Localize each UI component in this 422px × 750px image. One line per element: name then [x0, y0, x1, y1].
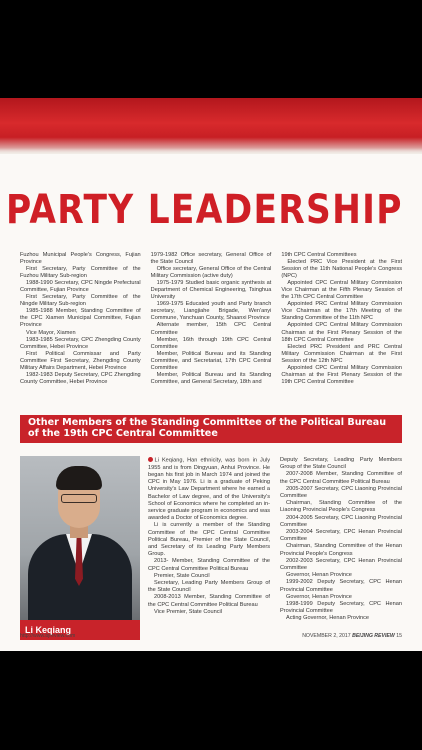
footer-page-number: 15	[396, 633, 402, 639]
page-footer	[20, 631, 402, 641]
paragraph: Member, Political Bureau and its Standing Committee, and General Secretary, 18th and	[150, 371, 272, 385]
paragraph: Chairman, Standing Committee of the Henan Provincial People's Congress	[280, 543, 402, 557]
footer-magazine-name: BEIJING REVIEW	[352, 633, 395, 639]
paragraph: 2013- Member, Standing Committee of the CPC Central Committee Political Bureau	[148, 558, 270, 572]
paragraph: Member, 16th through 19th CPC Central Committee	[150, 336, 272, 350]
paragraph: 1983-1985 Secretary, CPC Zhengding County Committee, Hebei Province	[20, 336, 141, 350]
paragraph: 1969-1975 Educated youth and Party branch secretary, Liangjiahe Brigade, Wen'anyi Commune, Yanchuan County, Shaanxi Province	[150, 301, 272, 322]
paragraph: Secretary, Leading Party Members Group of the State Council	[148, 579, 270, 594]
glasses-shape	[61, 494, 97, 503]
red-bullet-icon	[148, 457, 153, 462]
paragraph: 1999-2002 Deputy Secretary, CPC Henan Provincial Committee	[280, 579, 402, 593]
paragraph: Fuzhou Municipal People's Congress, Fujian Province	[20, 252, 141, 266]
paragraph: Elected PRC Vice President at the First Session of the 11th National People's Congress (NPC)	[281, 259, 403, 280]
paragraph: Acting Governor, Henan Province	[286, 615, 370, 622]
paragraph: 1988-1990 Secretary, CPC Ningde Prefectural Committee, Fujian Province	[20, 280, 141, 294]
footer-right	[302, 631, 402, 641]
paragraph: Governor, Henan Province	[286, 572, 352, 579]
paragraph: 2007-2008 Member, Standing Committee of the CPC Central Committee Political Bureau	[280, 471, 402, 485]
paragraph: 1979-1982 Office secretary, General Office of the State Council	[150, 252, 272, 266]
paragraph: 2008-2013 Member, Standing Committee of the CPC Central Committee Political Bureau	[148, 594, 270, 608]
paragraph: Member, Political Bureau and its Standing Committee, and Secretariat, 17th CPC Central Committee	[150, 350, 272, 371]
portrait-photo	[20, 456, 140, 620]
paragraph: 1998-1999 Deputy Secretary, CPC Henan Provincial Committee	[280, 601, 402, 615]
paragraph: Alternate member, 15th CPC Central Committee	[150, 322, 272, 336]
text-column-2	[151, 252, 272, 398]
paragraph: First Secretary, Party Committee of the Ningde Military Sub-region	[20, 294, 141, 308]
paragraph: Appointed CPC Central Military Commission Chairman at the First Plenary Session of the 18th CPC Central Committee	[281, 322, 403, 343]
paragraph: Appointed CPC Central Military Commission Chairman at the First Plenary Session of the 19th CPC Central Committee	[281, 364, 403, 385]
bio-columns	[148, 457, 402, 632]
paragraph: 2003-2004 Secretary, CPC Henan Provincial Committee	[280, 529, 402, 543]
hair-shape	[56, 466, 102, 490]
top-black-band	[0, 0, 422, 98]
paragraph: 2004-2005 Secretary, CPC Liaoning Provincial Committee	[280, 514, 402, 528]
paragraph: 2002-2003 Secretary, CPC Henan Provincial Committee	[280, 557, 402, 572]
paragraph: 19th CPC Central Committees	[281, 252, 357, 258]
top-text-columns	[20, 252, 402, 398]
text-column-1	[20, 252, 141, 398]
paragraph: Li is currently a member of the Standing Committee of the CPC Central Committee Political Bureau, Premier of the State Council, and Secretary of its Leading Party Members Group.	[148, 522, 270, 558]
page-headline: PARTY LEADERSHIP	[6, 187, 403, 233]
paragraph: Deputy Secretary, Leading Party Members Group of the State Council	[280, 457, 402, 471]
paragraph: Elected PRC President and PRC Central Military Commission Chairman at the First Session of the 12th NPC	[281, 343, 403, 364]
paragraph: Appointed CPC Central Military Commission Vice Chairman at the Fifth Plenary Session of the 17th CPC Central Committee	[281, 280, 403, 301]
photo-caption: Li Keqiang	[20, 620, 140, 640]
footer-url[interactable]: http://www.bjreview.com	[20, 633, 76, 639]
footer-date: NOVEMBER 2, 2017	[302, 633, 351, 639]
bio-column-1	[148, 457, 270, 632]
text-column-3	[281, 252, 402, 398]
red-header-banner	[0, 98, 422, 154]
magazine-page	[0, 98, 422, 651]
paragraph: Office secretary, General Office of the Central Military Commission (active duty)	[150, 266, 272, 280]
paragraph: 1985-1988 Member, Standing Committee of the CPC Xiamen Municipal Committee, Fujian Province	[20, 308, 141, 329]
paragraph: 1975-1979 Studied basic organic synthesis at Department of Chemical Engineering, Tsinghua University	[150, 280, 272, 301]
paragraph: First Political Commissar and Party Committee First Secretary, Zhengding County Military Affairs Department, Hebei Province	[20, 350, 141, 371]
paragraph: Appointed PRC Central Military Commission Vice Chairman at the 17th Meeting of the Standing Committee of the 11th NPC	[281, 301, 403, 322]
paragraph: First Secretary, Party Committee of the Fuzhou Military Sub-region	[20, 266, 141, 280]
bio-column-2	[280, 457, 402, 632]
paragraph: Li Keqiang, Han ethnicity, was born in July 1955 and is from Dingyuan, Anhui Province. He began his first job in March 1974 and joined the CPC in May 1976. Li is a graduate of Peking University's Law Department where he earned a Bachelor of Law degree, and of the University's School of Economics where he completed an in-service graduate program in economics and was awarded a Doctor of Economics degree.	[148, 457, 270, 522]
paragraph: Vice Mayor, Xiamen	[26, 329, 76, 336]
paragraph: Governor, Henan Province	[286, 593, 352, 600]
paragraph: Vice Premier, State Council	[154, 608, 222, 615]
bottom-black-band	[0, 651, 422, 750]
paragraph: 1982-1983 Deputy Secretary, CPC Zhengding County Committee, Hebei Province	[20, 371, 141, 385]
paragraph: 2005-2007 Secretary, CPC Liaoning Provincial Committee	[280, 485, 402, 500]
section-title: Other Members of the Standing Committee of the Political Bureau of the 19th CPC Central Committee	[20, 415, 402, 443]
paragraph: Chairman, Standing Committee of the Liaoning Provincial People's Congress	[280, 500, 402, 514]
paragraph: Premier, State Council	[154, 572, 210, 579]
